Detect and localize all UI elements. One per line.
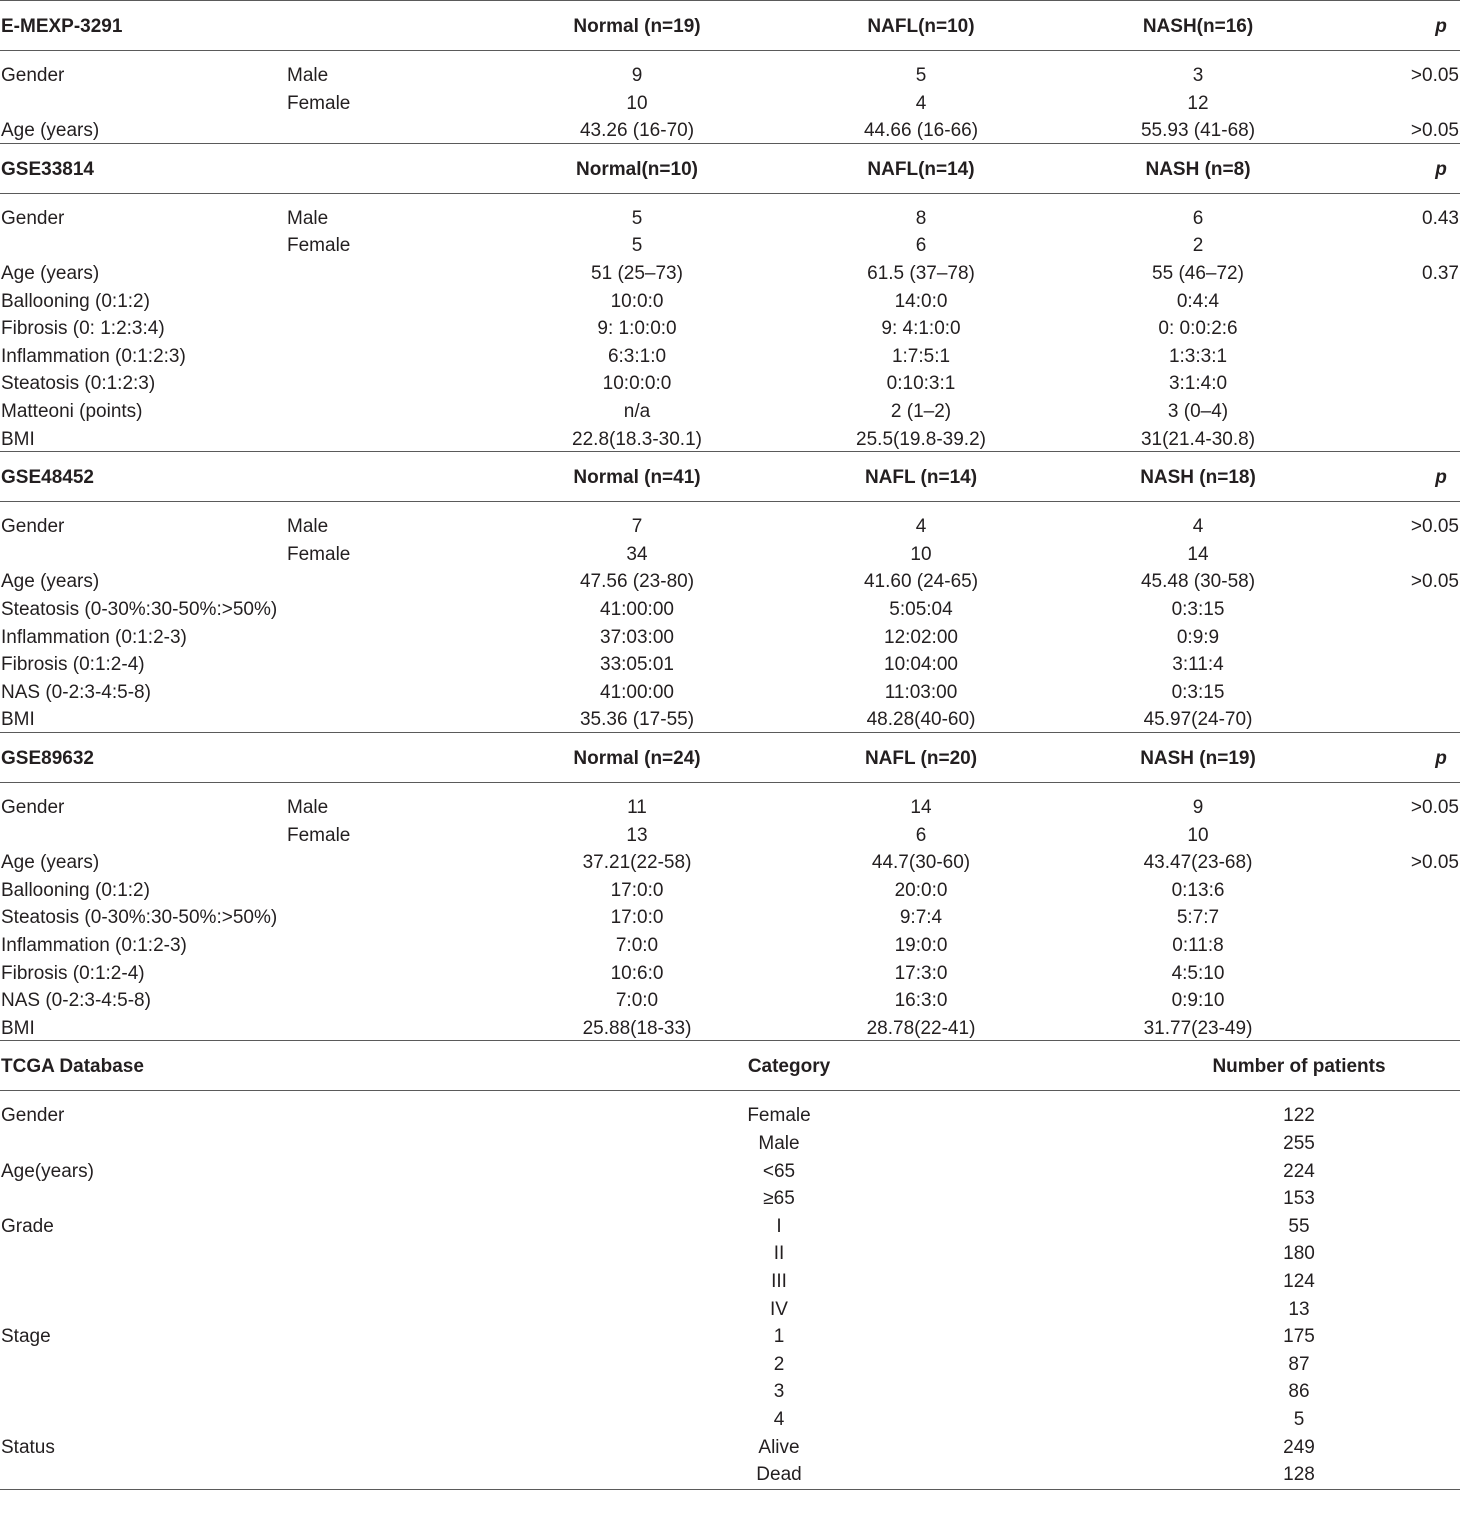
cell-normal: 51 (25–73) bbox=[591, 263, 683, 284]
cell-patient-count: 180 bbox=[1283, 1243, 1315, 1265]
cell-nash: 0:9:9 bbox=[1176, 626, 1220, 648]
cell-p-value: >0.05 bbox=[1410, 797, 1459, 818]
rule-header-bottom bbox=[0, 782, 1460, 783]
cell-normal: 37:03:00 bbox=[600, 626, 674, 648]
cell-normal: 6:3:1:0 bbox=[607, 345, 667, 367]
row-sublabel: Male bbox=[287, 797, 329, 818]
rule-header-bottom bbox=[0, 50, 1460, 51]
cell-normal: 17:0:0 bbox=[610, 879, 664, 901]
cell-category: Alive bbox=[758, 1436, 800, 1458]
row-label: Steatosis (0-30%:30-50%:>50%) bbox=[1, 599, 278, 620]
cell-patient-count: 122 bbox=[1283, 1105, 1315, 1127]
row-label: BMI bbox=[1, 709, 35, 731]
cell-nash: 3:1:4:0 bbox=[1168, 373, 1228, 395]
cell-nafl: 61.5 (37–78) bbox=[867, 263, 975, 284]
cell-category: Male bbox=[758, 1133, 800, 1154]
row-label: Age (years) bbox=[1, 263, 100, 284]
cell-normal: 11 bbox=[627, 797, 647, 818]
cell-nafl: 9: 4:1:0:0 bbox=[881, 318, 961, 340]
rule-section-bottom bbox=[0, 451, 1460, 452]
cell-p-value: >0.05 bbox=[1410, 852, 1459, 874]
rule-header-bottom bbox=[0, 193, 1460, 194]
cell-category: <65 bbox=[762, 1160, 796, 1182]
row-label: Ballooning (0:1:2) bbox=[1, 290, 150, 312]
cell-nafl: 12:02:00 bbox=[884, 626, 958, 648]
cell-nash: 43.47(23-68) bbox=[1143, 852, 1253, 874]
cell-nafl: 44.66 (16-66) bbox=[863, 120, 979, 142]
row-label: Steatosis (0-30%:30-50%:>50%) bbox=[1, 907, 278, 929]
cell-nash: 31(21.4-30.8) bbox=[1140, 428, 1256, 450]
cell-nafl: 10:04:00 bbox=[884, 654, 958, 676]
cell-nafl: 20:0:0 bbox=[894, 879, 948, 901]
cell-nash: 3 (0–4) bbox=[1167, 401, 1229, 422]
row-sublabel: Male bbox=[287, 516, 329, 538]
cell-nash: 0:11:8 bbox=[1172, 935, 1224, 956]
rule-bottom bbox=[0, 1489, 1460, 1490]
header-p-value: p bbox=[1435, 748, 1447, 769]
row-label: Fibrosis (0:1:2-4) bbox=[1, 962, 145, 984]
row-label: Inflammation (0:1:2-3) bbox=[1, 935, 187, 956]
cell-patient-count: 87 bbox=[1288, 1353, 1310, 1375]
row-label: Age (years) bbox=[1, 852, 100, 874]
header-nash: NASH(n=16) bbox=[1142, 16, 1254, 37]
row-sublabel: Female bbox=[287, 92, 351, 114]
cell-normal: 5 bbox=[631, 235, 643, 257]
row-label: NAS (0-2:3-4:5-8) bbox=[1, 990, 151, 1012]
cell-patient-count: 255 bbox=[1283, 1133, 1315, 1154]
cell-nafl: 16:3:0 bbox=[894, 990, 948, 1012]
header-nafl: NAFL(n=14) bbox=[867, 158, 975, 180]
cell-nash: 2 bbox=[1192, 235, 1204, 257]
cell-patient-count: 86 bbox=[1288, 1381, 1310, 1403]
row-label: Age (years) bbox=[1, 120, 100, 142]
cell-normal: 41:00:00 bbox=[600, 681, 674, 703]
cell-nafl: 8 bbox=[915, 207, 927, 229]
cell-patient-count: 224 bbox=[1283, 1160, 1315, 1182]
cell-category: 2 bbox=[773, 1353, 785, 1375]
cell-nafl: 25.5(19.8-39.2) bbox=[856, 428, 986, 450]
cell-nafl: 17:3:0 bbox=[894, 962, 948, 984]
cell-nafl: 6 bbox=[915, 235, 927, 257]
cell-nafl: 11:03:00 bbox=[884, 681, 958, 703]
cell-patient-count: 124 bbox=[1283, 1271, 1315, 1292]
cell-normal: 47.56 (23-80) bbox=[579, 571, 695, 593]
cell-category: III bbox=[771, 1271, 787, 1292]
row-label: Stage bbox=[1, 1326, 51, 1348]
header-normal: Normal (n=41) bbox=[573, 467, 701, 489]
cell-normal: 9 bbox=[631, 65, 643, 86]
row-sublabel: Female bbox=[287, 824, 351, 846]
rule-header-bottom bbox=[0, 501, 1460, 502]
cell-nafl: 1:7:5:1 bbox=[891, 345, 951, 367]
header-category: Category bbox=[747, 1056, 831, 1078]
cell-patient-count: 55 bbox=[1288, 1215, 1310, 1237]
cell-nafl: 5 bbox=[915, 65, 927, 86]
header-nash: NASH (n=8) bbox=[1145, 158, 1251, 180]
rule-section-bottom bbox=[0, 143, 1460, 144]
row-label: Gender bbox=[1, 797, 65, 818]
cell-normal: 43.26 (16-70) bbox=[579, 120, 695, 142]
row-label: Fibrosis (0:1:2-4) bbox=[1, 654, 145, 676]
cell-p-value: 0.37 bbox=[1422, 263, 1459, 284]
cell-patient-count: 5 bbox=[1293, 1409, 1305, 1430]
header-p-value: p bbox=[1435, 158, 1447, 180]
cell-nafl: 2 (1–2) bbox=[890, 401, 952, 422]
cell-normal: 13 bbox=[626, 824, 648, 846]
cell-nafl: 41.60 (24-65) bbox=[863, 571, 979, 593]
cell-nash: 55 (46–72) bbox=[1152, 263, 1244, 284]
cell-nash: 31.77(23-49) bbox=[1143, 1017, 1253, 1039]
header-nafl: NAFL(n=10) bbox=[867, 16, 975, 37]
rule-section-bottom bbox=[0, 732, 1460, 733]
cell-category: Female bbox=[747, 1105, 811, 1127]
cell-nafl: 44.7(30-60) bbox=[871, 852, 971, 874]
header-nafl: NAFL (n=14) bbox=[864, 467, 978, 489]
row-label: BMI bbox=[1, 1017, 35, 1039]
cell-nash: 0:3:15 bbox=[1171, 681, 1225, 703]
cell-nafl: 4 bbox=[915, 92, 927, 114]
cell-nafl: 5:05:04 bbox=[889, 599, 953, 620]
cell-nash: 10 bbox=[1187, 824, 1209, 846]
cell-nash: 45.48 (30-58) bbox=[1140, 571, 1256, 593]
row-sublabel: Male bbox=[287, 207, 329, 229]
row-label: Gender bbox=[1, 1105, 65, 1127]
cell-nash: 45.97(24-70) bbox=[1143, 709, 1253, 731]
header-normal: Normal (n=19) bbox=[573, 16, 701, 37]
cell-category: II bbox=[773, 1243, 785, 1265]
cell-p-value: >0.05 bbox=[1410, 65, 1459, 86]
cell-patient-count: 153 bbox=[1283, 1188, 1315, 1210]
row-label: Age(years) bbox=[1, 1160, 94, 1182]
row-label: Matteoni (points) bbox=[1, 401, 143, 422]
cell-nash: 14 bbox=[1187, 543, 1209, 565]
header-p-value: p bbox=[1435, 16, 1447, 37]
cell-category: 3 bbox=[773, 1381, 785, 1403]
cell-category: Dead bbox=[756, 1464, 802, 1486]
row-label: Gender bbox=[1, 65, 65, 86]
row-label: Status bbox=[1, 1436, 55, 1458]
row-label: Steatosis (0:1:2:3) bbox=[1, 373, 156, 395]
cell-p-value: 0.43 bbox=[1422, 207, 1459, 229]
header-normal: Normal (n=24) bbox=[573, 748, 701, 769]
cell-category: 4 bbox=[773, 1409, 785, 1430]
cell-normal: 35.36 (17-55) bbox=[579, 709, 695, 731]
row-label: Ballooning (0:1:2) bbox=[1, 879, 150, 901]
row-label: NAS (0-2:3-4:5-8) bbox=[1, 681, 151, 703]
header-nash: NASH (n=19) bbox=[1140, 748, 1256, 769]
cell-nafl: 9:7:4 bbox=[899, 907, 943, 929]
row-sublabel: Female bbox=[287, 235, 351, 257]
cell-nash: 1:3:3:1 bbox=[1168, 345, 1228, 367]
dataset-title: GSE89632 bbox=[1, 748, 94, 769]
row-label: Fibrosis (0: 1:2:3:4) bbox=[1, 318, 165, 340]
cell-nash: 0:3:15 bbox=[1171, 599, 1225, 620]
cell-normal: 22.8(18.3-30.1) bbox=[572, 428, 702, 450]
cell-nafl: 14:0:0 bbox=[894, 290, 948, 312]
cell-nash: 0:13:6 bbox=[1171, 879, 1225, 901]
cell-normal: 33:05:01 bbox=[600, 654, 674, 676]
cell-normal: 10:0:0 bbox=[610, 290, 664, 312]
cell-nafl: 19:0:0 bbox=[894, 935, 948, 956]
row-label: Inflammation (0:1:2:3) bbox=[1, 345, 186, 367]
cell-nafl: 6 bbox=[915, 824, 927, 846]
cell-p-value: >0.05 bbox=[1410, 571, 1459, 593]
header-normal: Normal(n=10) bbox=[576, 158, 698, 180]
dataset-title: GSE48452 bbox=[1, 467, 94, 489]
cell-nash: 0:4:4 bbox=[1176, 290, 1220, 312]
cell-nash: 4 bbox=[1192, 516, 1204, 538]
cell-nash: 55.93 (41-68) bbox=[1140, 120, 1256, 142]
cell-normal: 25.88(18-33) bbox=[582, 1017, 692, 1039]
cell-patient-count: 249 bbox=[1283, 1436, 1315, 1458]
cell-patient-count: 128 bbox=[1283, 1464, 1315, 1486]
cell-category: ≥65 bbox=[763, 1188, 795, 1210]
tcga-title: TCGA Database bbox=[1, 1056, 144, 1078]
cell-category: I bbox=[776, 1215, 782, 1237]
row-label: Grade bbox=[1, 1215, 54, 1237]
cell-normal: 34 bbox=[626, 543, 648, 565]
cell-nafl: 28.78(22-41) bbox=[866, 1017, 976, 1039]
cell-normal: 37.21(22-58) bbox=[582, 852, 692, 874]
cell-normal: 7:0:0 bbox=[615, 990, 659, 1012]
cell-normal: 41:00:00 bbox=[600, 599, 674, 620]
cell-normal: n/a bbox=[623, 401, 651, 422]
header-p-value: p bbox=[1435, 467, 1447, 489]
row-sublabel: Male bbox=[287, 65, 329, 86]
cell-nash: 0: 0:0:2:6 bbox=[1158, 318, 1238, 340]
dataset-title: GSE33814 bbox=[1, 158, 94, 180]
cell-nafl: 4 bbox=[915, 516, 927, 538]
cell-patient-count: 13 bbox=[1288, 1298, 1310, 1320]
cell-nash: 5:7:7 bbox=[1176, 907, 1220, 929]
cell-nash: 12 bbox=[1187, 92, 1209, 114]
cell-normal: 17:0:0 bbox=[610, 907, 664, 929]
cell-p-value: >0.05 bbox=[1410, 120, 1459, 142]
rule-top bbox=[0, 0, 1460, 1]
rule-section-bottom bbox=[0, 1040, 1460, 1041]
cell-nafl: 14 bbox=[910, 797, 932, 818]
cell-category: IV bbox=[770, 1298, 788, 1320]
cell-nash: 0:9:10 bbox=[1171, 990, 1225, 1012]
row-sublabel: Female bbox=[287, 543, 351, 565]
cell-normal: 9: 1:0:0:0 bbox=[597, 318, 677, 340]
row-label: BMI bbox=[1, 428, 35, 450]
cell-normal: 10:6:0 bbox=[610, 962, 664, 984]
cell-normal: 5 bbox=[631, 207, 643, 229]
cell-nash: 9 bbox=[1192, 797, 1204, 818]
cell-nash: 6 bbox=[1192, 207, 1204, 229]
cell-normal: 7 bbox=[631, 516, 643, 538]
header-nafl: NAFL (n=20) bbox=[864, 748, 978, 769]
cell-nafl: 10 bbox=[910, 543, 932, 565]
header-nash: NASH (n=18) bbox=[1140, 467, 1256, 489]
row-label: Age (years) bbox=[1, 571, 100, 593]
dataset-title: E-MEXP-3291 bbox=[1, 16, 123, 37]
row-label: Gender bbox=[1, 207, 65, 229]
cell-nafl: 48.28(40-60) bbox=[866, 709, 976, 731]
cell-category: 1 bbox=[773, 1326, 785, 1348]
header-number-of-patients: Number of patients bbox=[1212, 1056, 1386, 1078]
cell-nafl: 0:10:3:1 bbox=[886, 373, 956, 395]
rule-header-bottom bbox=[0, 1090, 1460, 1091]
row-label: Gender bbox=[1, 516, 65, 538]
cell-normal: 7:0:0 bbox=[615, 935, 659, 956]
cell-normal: 10:0:0:0 bbox=[602, 373, 672, 395]
cell-normal: 10 bbox=[626, 92, 648, 114]
row-label: Inflammation (0:1:2-3) bbox=[1, 626, 187, 648]
cell-patient-count: 175 bbox=[1283, 1326, 1315, 1348]
cell-nash: 3 bbox=[1192, 65, 1204, 86]
cell-p-value: >0.05 bbox=[1410, 516, 1459, 538]
cell-nash: 3:11:4 bbox=[1172, 654, 1224, 676]
cell-nash: 4:5:10 bbox=[1171, 962, 1225, 984]
